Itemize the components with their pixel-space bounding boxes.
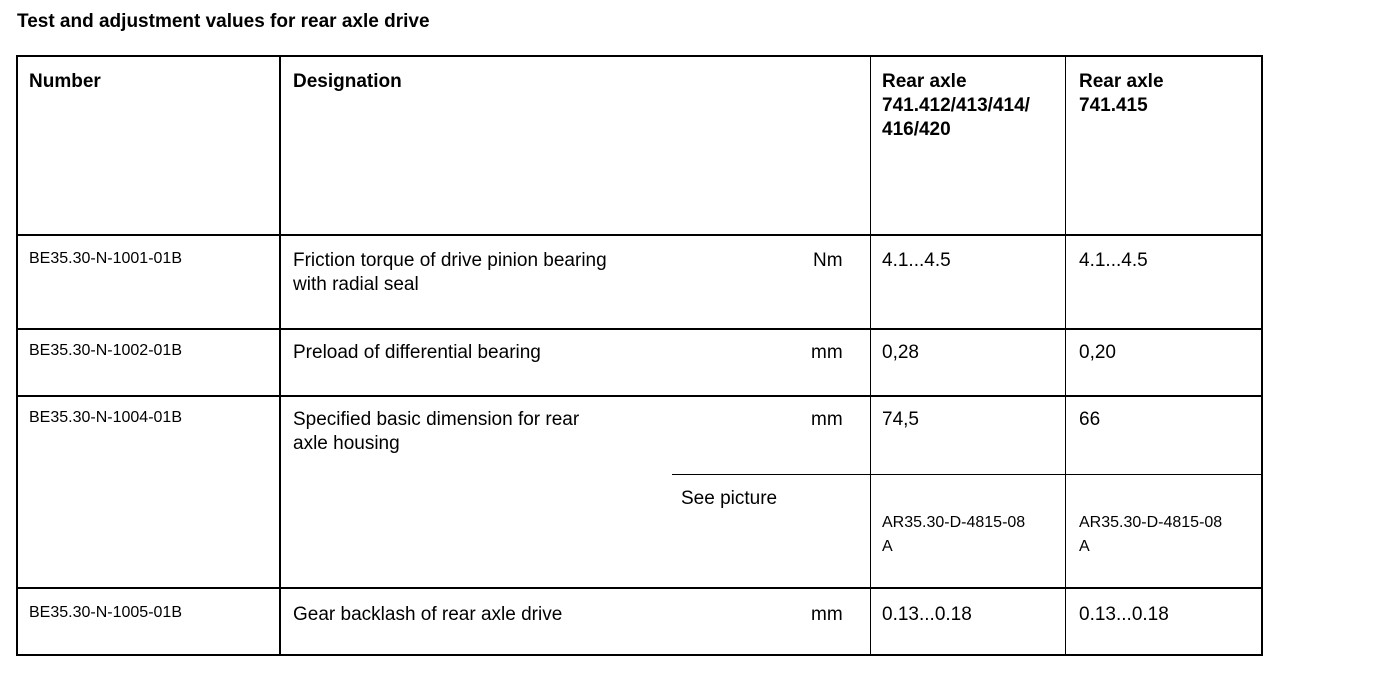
row-value-a: 74,5 xyxy=(882,409,919,430)
row-divider xyxy=(18,587,1261,589)
row-value-a: 0,28 xyxy=(882,342,919,363)
picture-reference xyxy=(1079,511,1222,559)
header-designation: Designation xyxy=(293,71,402,92)
header-rear-axle-a-line: 416/420 xyxy=(882,119,951,140)
row-unit: mm xyxy=(811,342,843,363)
header-rear-axle-a xyxy=(882,70,1030,142)
page-title: Test and adjustment values for rear axle drive xyxy=(17,11,430,32)
row-designation xyxy=(293,408,579,456)
row-designation-line: axle housing xyxy=(293,433,400,454)
row-unit: mm xyxy=(811,604,843,625)
row-value-b: 4.1...4.5 xyxy=(1079,250,1148,271)
row-designation-line: with radial seal xyxy=(293,274,419,295)
column-divider xyxy=(1065,57,1066,654)
picture-reference-line: AR35.30-D-4815-08 xyxy=(882,514,1026,531)
row-value-b: 66 xyxy=(1079,409,1101,430)
header-number: Number xyxy=(29,71,101,92)
column-divider xyxy=(279,57,281,654)
row-value-a: 0.13...0.18 xyxy=(882,604,972,625)
row-number: BE35.30-N-1001-01B xyxy=(29,250,182,267)
row-number: BE35.30-N-1004-01B xyxy=(29,409,182,426)
picture-reference-line: A xyxy=(1079,538,1090,555)
header-rear-axle-b xyxy=(1079,70,1164,118)
row-unit: mm xyxy=(811,409,843,430)
row-designation: Gear backlash of rear axle drive xyxy=(293,604,563,625)
row-unit: Nm xyxy=(813,250,843,271)
row-value-b: 0,20 xyxy=(1079,342,1116,363)
header-rear-axle-a-line: Rear axle xyxy=(882,71,967,92)
row-designation-line: Friction torque of drive pinion bearing xyxy=(293,250,607,271)
row-divider xyxy=(18,328,1261,330)
spec-table xyxy=(16,55,1263,656)
row-value-a: 4.1...4.5 xyxy=(882,250,951,271)
column-divider xyxy=(870,57,871,654)
row-divider xyxy=(18,234,1261,236)
sub-row-divider xyxy=(672,474,1261,475)
header-rear-axle-a-line: 741.412/413/414/ xyxy=(882,95,1030,116)
row-designation-line: Specified basic dimension for rear xyxy=(293,409,580,430)
picture-reference-line: AR35.30-D-4815-08 xyxy=(1079,514,1223,531)
row-number: BE35.30-N-1002-01B xyxy=(29,342,182,359)
header-rear-axle-b-line: Rear axle xyxy=(1079,71,1164,92)
see-picture-label: See picture xyxy=(681,488,778,509)
row-value-b: 0.13...0.18 xyxy=(1079,604,1169,625)
row-designation xyxy=(293,249,607,297)
picture-reference-line: A xyxy=(882,538,893,555)
row-number: BE35.30-N-1005-01B xyxy=(29,604,182,621)
row-divider xyxy=(18,395,1261,397)
header-rear-axle-b-line: 741.415 xyxy=(1079,95,1148,116)
picture-reference xyxy=(882,511,1025,559)
row-designation: Preload of differential bearing xyxy=(293,342,541,363)
